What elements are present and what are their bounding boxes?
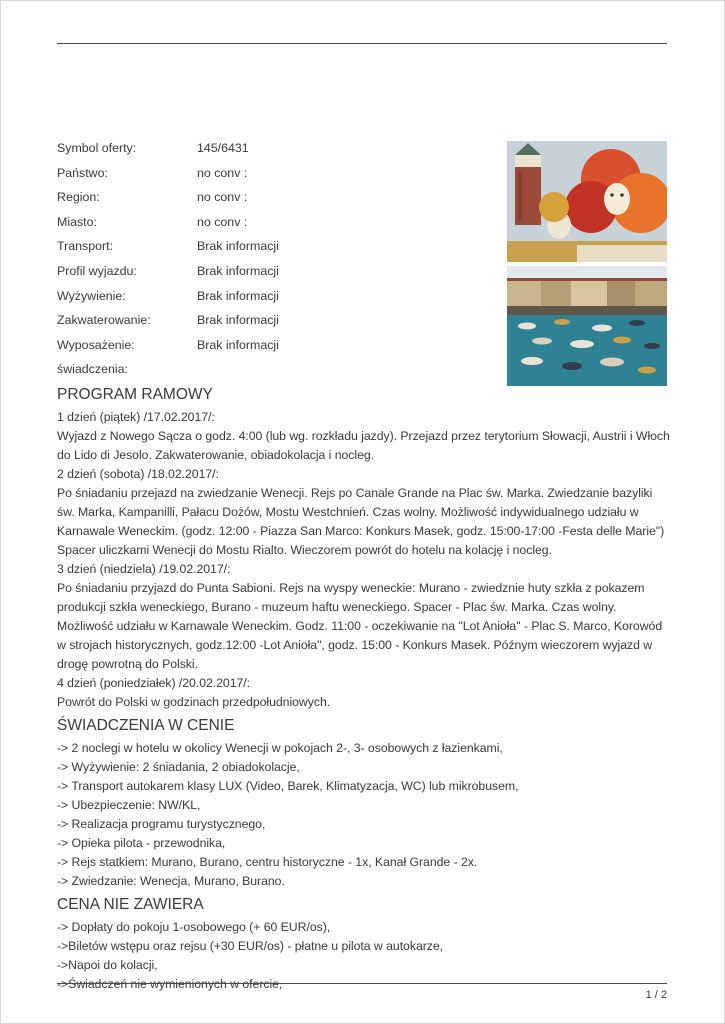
section-heading-program: PROGRAM RAMOWY <box>57 386 213 403</box>
detail-row <box>57 338 497 363</box>
excluded-line: ->Napoi do kolacji, <box>57 958 158 972</box>
included-line: -> Ubezpieczenie: NW/KL, <box>57 798 201 812</box>
detail-label: Wyżywienie: <box>57 288 126 303</box>
detail-value: no conv : <box>197 165 248 180</box>
venice-canal-regatta-photo <box>507 266 667 386</box>
program-line: 4 dzień (poniedziałek) /20.02.2017/: <box>57 676 251 690</box>
detail-value: Brak informacji <box>197 313 279 328</box>
excluded-line: ->Biletów wstępu oraz rejsu (+30 EUR/os) - płatne u pilota w autokarze, <box>57 939 444 953</box>
detail-row <box>57 166 497 191</box>
program-line: 3 dzień (niedziela) /19.02.2017/: <box>57 562 231 576</box>
program-line: Po śniadaniu przejazd na zwiedzanie Wenecji. Rejs po Canale Grande na Plac św. Marka. Zwiedzanie bazyliki św. Marka, Kampanilli, Pałacu Dożów, Mostu Westchnień. Czas wolny. Możliwość indywidualnego udziału w Karnawale Weneckim. (godz. 12:00 - Piazza San Marco: Konkurs Masek, godz. 15:00-17:00 -Festa delle Marie") Spacer uliczkami Wenecji do Mostu Rialto. Wieczorem powrót do hotelu na kolację i nocleg. <box>57 486 665 557</box>
included-line: -> Rejs statkiem: Murano, Burano, centru historyczne - 1x, Kanał Grande - 2x. <box>57 855 478 869</box>
detail-row <box>57 190 497 215</box>
detail-label: Miasto: <box>57 214 97 229</box>
program-line: Powrót do Polski w godzinach przedpołudniowych. <box>57 695 331 709</box>
included-line: -> 2 noclegi w hotelu w okolicy Wenecji w pokojach 2-, 3- osobowych z łazienkami, <box>57 741 503 755</box>
detail-row <box>57 289 497 314</box>
detail-row <box>57 264 497 289</box>
included-line: -> Wyżywienie: 2 śniadania, 2 obiadokolacje, <box>57 760 300 774</box>
detail-value: no conv : <box>197 214 248 229</box>
excluded-line: -> Dopłaty do pokoju 1-osobowego (+ 60 EUR/os), <box>57 920 331 934</box>
detail-label: Państwo: <box>57 165 108 180</box>
page-number: 1 / 2 <box>645 989 667 1001</box>
detail-value: Brak informacji <box>197 288 279 303</box>
detail-value: Brak informacji <box>197 239 279 254</box>
program-line: Po śniadaniu przyjazd do Punta Sabioni. Rejs na wyspy weneckie: Murano - zwiedznie huty szkła z pokazem produkcji szkła weneckiego, Burano - muzeum haftu weneckiego. Spacer - Plac św. Marka. Czas wolny. Możliwość udziału w Karnawale Weneckim. Godz. 11:00 - oczekiwanie na "Lot Anioła" - Plac S. Marco, Korowód w strojach historycznych, godz.12:00 -Lot Anioła", godz. 15:00 - Konkurs Masek. Późnym wieczorem wyjazd w drogę powrotną do Polski. <box>57 581 663 671</box>
detail-value: 145/6431 <box>197 141 249 155</box>
program-line: 1 dzień (piątek) /17.02.2017/: <box>57 410 215 424</box>
detail-row <box>57 215 497 240</box>
detail-value: Brak informacji <box>197 263 279 278</box>
included-line: -> Zwiedzanie: Wenecja, Murano, Burano. <box>57 874 285 888</box>
top-rule <box>57 43 667 44</box>
detail-label: Symbol oferty: <box>57 141 137 155</box>
section-heading-included: ŚWIADCZENIA W CENIE <box>57 717 235 734</box>
detail-label: Zakwaterowanie: <box>57 313 151 328</box>
detail-label: Transport: <box>57 239 114 254</box>
detail-label: Profil wyjazdu: <box>57 263 137 278</box>
program-line: 2 dzień (sobota) /18.02.2017/: <box>57 467 219 481</box>
main-content <box>57 384 670 994</box>
detail-row <box>57 313 497 338</box>
offer-details-table <box>57 141 497 387</box>
footer-rule <box>57 983 667 984</box>
included-line: -> Transport autokarem klasy LUX (Video, Barek, Klimatyzacja, WC) lub mikrobusem, <box>57 779 519 793</box>
detail-value: no conv : <box>197 190 248 205</box>
detail-row <box>57 239 497 264</box>
detail-row <box>57 141 497 166</box>
section-heading-excluded: CENA NIE ZAWIERA <box>57 896 204 913</box>
excluded-line: ->Świadczeń nie wymienionych w ofercie, <box>57 977 283 991</box>
detail-label: świadczenia: <box>57 362 128 377</box>
venice-carnival-masks-photo <box>507 141 667 262</box>
detail-label: Region: <box>57 190 100 205</box>
included-line: -> Opieka pilota - przewodnika, <box>57 836 226 850</box>
included-line: -> Realizacja programu turystycznego, <box>57 817 266 831</box>
program-line: Wyjazd z Nowego Sącza o godz. 4:00 (lub wg. rozkładu jazdy). Przejazd przez terytorium Słowacji, Austrii i Włoch do Lido di Jesolo. Zakwaterowanie, obiadokolacja i nocleg. <box>57 429 670 462</box>
detail-value: Brak informacji <box>197 337 279 352</box>
photo-column <box>507 141 667 390</box>
detail-label: Wyposażenie: <box>57 337 135 352</box>
